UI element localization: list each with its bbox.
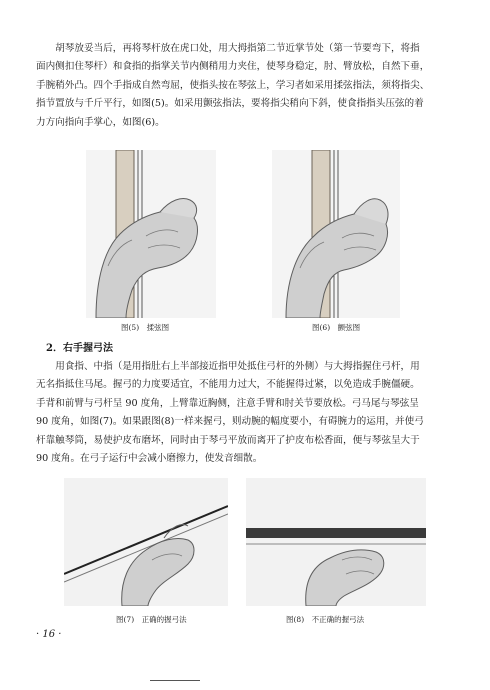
text-line: 面内侧扣住琴杆）和食指的指掌关节内侧稍用力夹住，使琴身稳定，肘、臂放松，自然下垂， (36, 61, 430, 73)
text-line: 杆靠触琴筒，易使护皮布磨坏，同时由于琴弓平放而离开了护皮布松香面，便与琴弦呈大于 (36, 434, 420, 446)
bow-hold-incorrect-illustration (246, 478, 426, 606)
text-line: 90 度角。在弓子运行中会减小磨擦力，使发音细散。 (36, 453, 263, 465)
figure-5-photo (86, 150, 216, 318)
figure-8-caption: 图(8) 不正确的握弓法 (286, 615, 365, 624)
text-line: 手背和前臂与弓杆呈 90 度角，上臂靠近胸侧，注意手臂和肘关节要放松。弓马尾与琴弦呈 (36, 397, 419, 409)
text-line: 指节置放与千斤平行，如图(5)。如采用颤弦指法，要将指尖稍向下斜，使食指指头压弦的着 (36, 98, 424, 110)
hand-on-erhu-neck-illustration (86, 150, 216, 318)
text-line: 用食指、中指（是用指肚右上半部接近指甲处抵住弓杆的外侧）与大拇指握住弓杆，用 (55, 361, 420, 372)
figure-6-photo (272, 150, 400, 318)
text-line: 无名指抵住马尾。握弓的力度要适宜，不能用力过大，不能握得过紧，以免造成手腕僵硬。 (36, 379, 420, 391)
section-heading: 2．右手握弓法 (46, 343, 113, 354)
text-line: 90 度角，如图(7)。如果跟图(8)一样来握弓，则动腕的幅度要小，有碍腕力的运用，并使弓 (36, 416, 424, 428)
figure-7-photo (64, 478, 228, 606)
figure-7-caption: 图(7) 正确的握弓法 (116, 615, 187, 624)
bow-hold-correct-illustration (64, 478, 228, 606)
footer-rule (150, 680, 200, 681)
text-line: 力方向指向手掌心，如图(6)。 (36, 116, 165, 128)
paragraph-left-hand (36, 40, 456, 132)
figure-6-caption: 图(6) 颤弦图 (312, 323, 361, 332)
text-line: 胡琴放妥当后，再将琴杆放在虎口处，用大拇指第二节近掌节处（第一节要弯下，将指 (55, 43, 420, 54)
text-line: 手腕稍外凸。四个手指成自然弯屈，使指头按在琴弦上，学习者如采用揉弦指法，须将指尖、 (36, 79, 430, 91)
paragraph-bow-hold (36, 358, 456, 468)
figure-5-caption: 图(5) 揉弦图 (121, 323, 170, 332)
page-number: · 16 · (36, 629, 62, 640)
hand-on-erhu-neck-illustration (272, 150, 400, 318)
figure-8-photo (246, 478, 426, 606)
